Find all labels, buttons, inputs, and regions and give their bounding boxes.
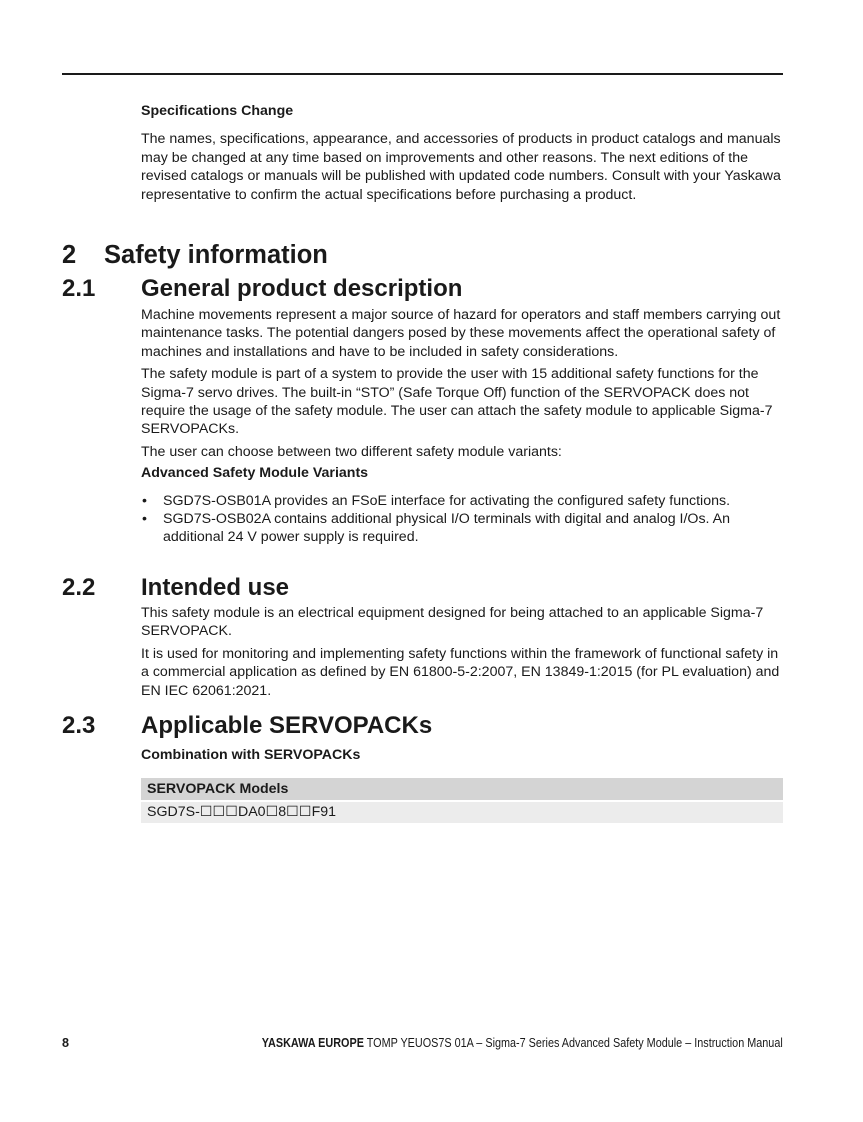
section-2-3-body [141, 746, 786, 764]
bullet-icon: • [142, 492, 147, 509]
combination-subheading: Combination with SERVOPACKs [141, 747, 361, 763]
intended-use-p1: This safety module is an electrical equipment designed for being attached to an applicable Sigma-7 SERVOPACK. [141, 605, 764, 640]
section-2-number: 2 [62, 241, 77, 269]
intended-use-p2: It is used for monitoring and implementing safety functions within the framework of functional safety in a commercial application as defined by EN 61800-5-2:2007, EN 13849-1:2015 (for PL evaluation) and EN IEC 62061:2021. [141, 645, 780, 699]
list-item [141, 510, 786, 547]
section-2-3-number: 2.3 [62, 712, 96, 739]
general-description-p1: Machine movements represent a major source of hazard for operators and staff members carrying out maintenance tasks. The potential dangers posed by these movements affect the operational safety of machines and installations and have to be included in safety considerations. [141, 307, 781, 360]
variants-heading: Advanced Safety Module Variants [141, 465, 369, 482]
footer-doc-title: TOMP YEUOS7S 01A – Sigma-7 Series Advanced Safety Module – Instruction Manual [364, 1036, 783, 1050]
section-2-3-title: Applicable SERVOPACKs [141, 712, 433, 739]
bullet-icon: • [142, 511, 147, 528]
table-header: SERVOPACK Models [141, 778, 783, 800]
header-rule [62, 73, 783, 75]
page-number: 8 [62, 1036, 70, 1050]
section-2-2-number: 2.2 [62, 574, 96, 601]
spec-change-heading: Specifications Change [141, 103, 294, 119]
section-2-heading [62, 240, 328, 270]
general-description-p3: The user can choose between two different safety module variants: [141, 443, 562, 460]
section-2-1-title: General product description [141, 275, 463, 302]
page-footer [62, 1034, 783, 1052]
variant-osb01a-text: SGD7S-OSB01A provides an FSoE interface for activating the configured safety functions. [163, 492, 731, 509]
section-2-title: Safety information [104, 241, 328, 269]
section-2-1-number: 2.1 [62, 275, 96, 302]
list-item [141, 492, 786, 510]
table-row: SGD7S-☐☐☐DA0☐8☐☐F91 [141, 802, 783, 823]
section-2-2-body [141, 604, 786, 700]
footer-document-info [262, 1034, 783, 1052]
spec-change-block [141, 102, 786, 204]
section-2-2-title: Intended use [141, 574, 290, 601]
variants-list [141, 492, 786, 547]
footer-brand: YASKAWA EUROPE [262, 1036, 365, 1050]
spec-change-body: The names, specifications, appearance, and accessories of products in product catalogs and manuals may be changed at any time based on improvements and other reasons. The next editions of the revised catalogs or manuals will be published with updated code numbers. Consult with your Yaskawa representative to confirm the actual specifications before purchasing a product. [141, 131, 781, 203]
servopack-models-table [141, 778, 783, 823]
general-description-p2: The safety module is part of a system to provide the user with 15 additional safety functions for the Sigma-7 servo drives. The built-in “STO” (Safe Torque Off) function of the SERVOPACK does not require the usage of the safety module. The user can attach the safety module to applicable Sigma-7 SERVOPACKs. [141, 366, 773, 438]
section-2-1-body [141, 306, 786, 547]
variant-osb02a-text: SGD7S-OSB02A contains additional physical I/O terminals with digital and analog I/Os. An additional 24 V power supply is required. [163, 511, 731, 546]
